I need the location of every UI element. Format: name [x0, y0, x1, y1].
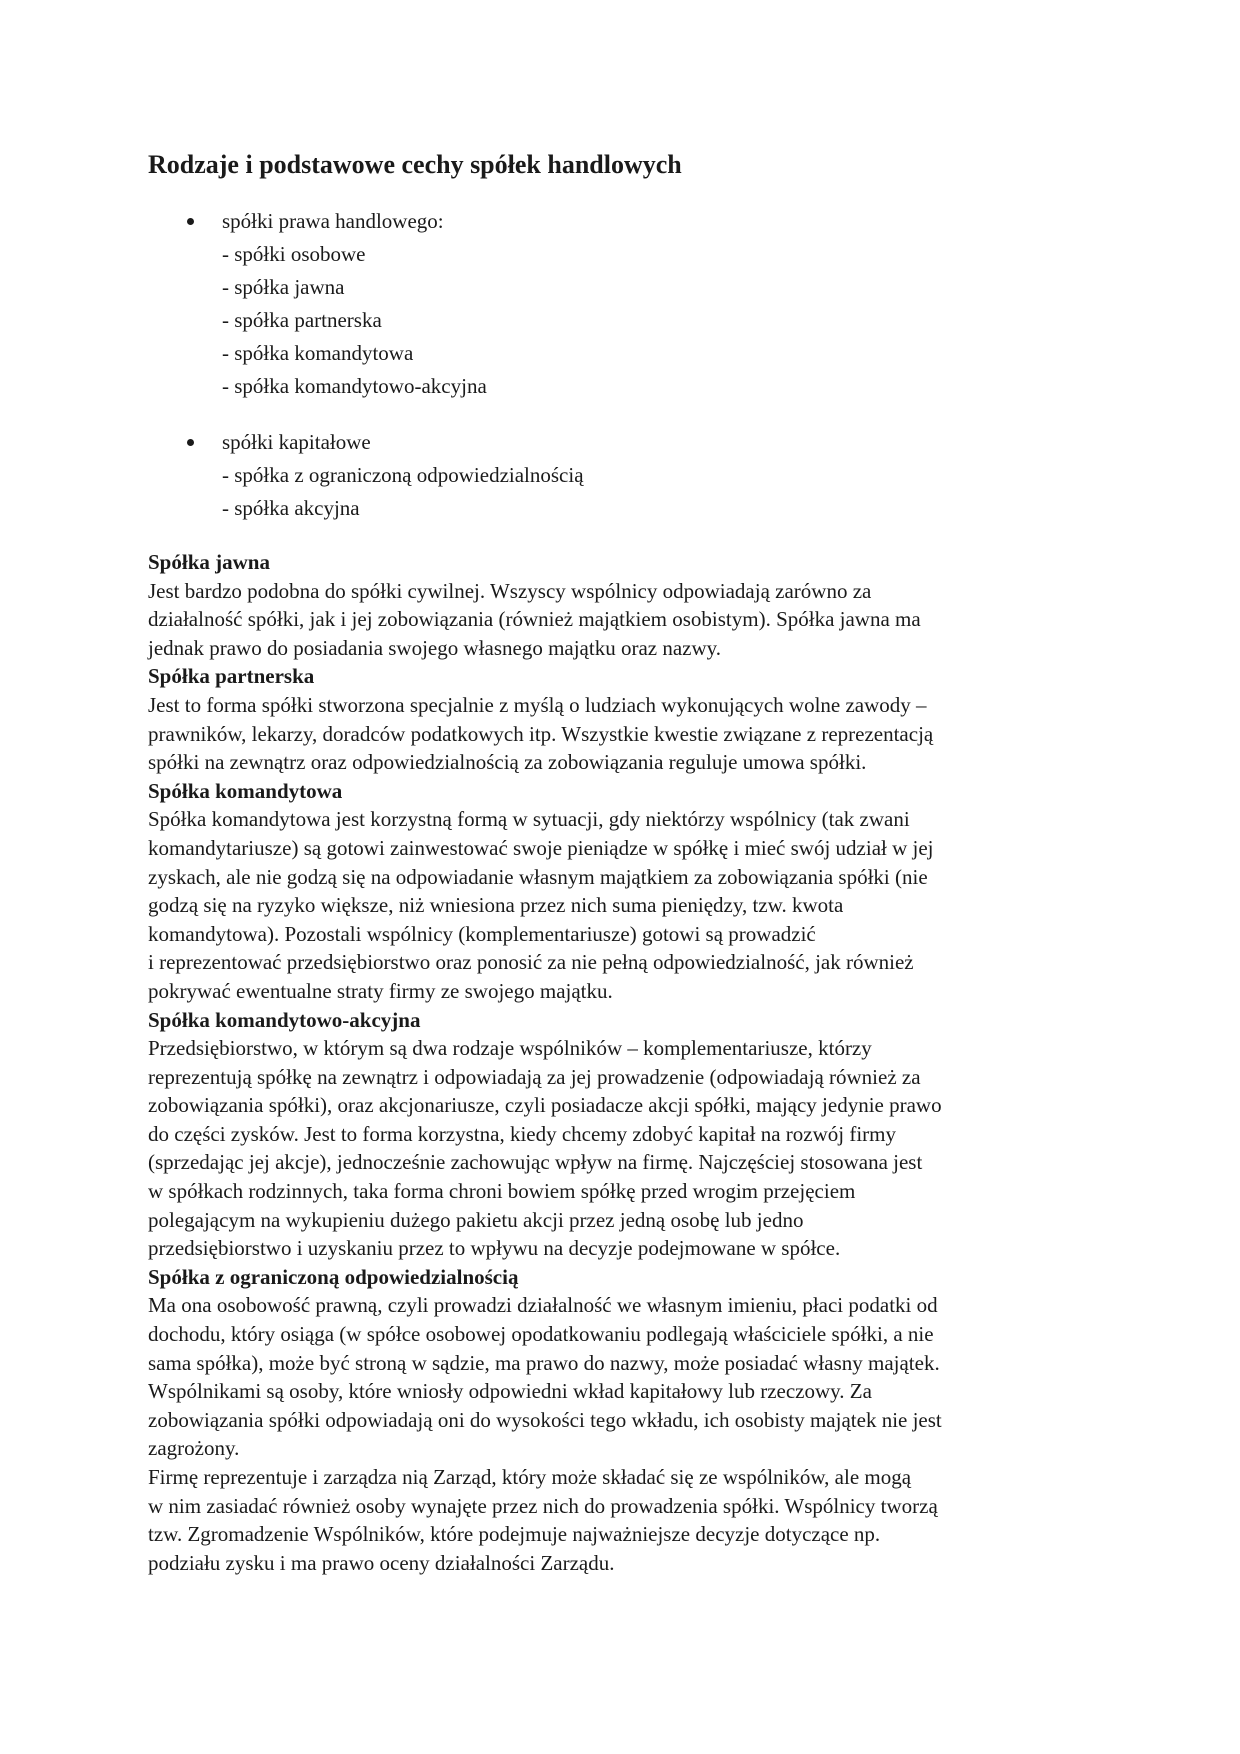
section-spolka-zoo: [148, 1263, 1093, 1578]
section-spolka-partnerska: [148, 662, 1093, 776]
section-paragraph: Jest bardzo podobna do spółki cywilnej. Wszyscy wspólnicy odpowiadają zarówno za działalność spółki, jak i jej zobowiązania (również majątkiem osobistym). Spółka jawna ma jednak prawo do posiadania swojego własnego majątku oraz nazwy.: [148, 578, 921, 660]
list-item: [148, 426, 1088, 525]
company-types-list-personal: [148, 205, 1088, 403]
list-item-label: spółki prawa handlowego:: [222, 209, 444, 233]
sub-item: - spółki osobowe: [222, 242, 366, 266]
section-spolka-komandytowo-akcyjna: [148, 1006, 1093, 1263]
sub-item: - spółka komandytowa: [222, 341, 414, 365]
section-heading: Spółka komandytowa: [148, 778, 343, 803]
section-heading: Spółka komandytowo-akcyjna: [148, 1007, 421, 1032]
section-paragraph: Przedsiębiorstwo, w którym są dwa rodzaje wspólników – komplementariusze, którzy reprezentują spółkę na zewnątrz i odpowiadają za jej prowadzenie (odpowiadają również za zobowiązania spółki), oraz akcjonariusze, czyli posiadacze akcji spółki, mający jedynie prawo do części zysków. Jest to forma korzystna, kiedy chcemy zdobyć kapitał na rozwój firmy (sprzedając jej akcje), jednocześnie zachowując wpływ na firmę. Najczęściej stosowana jest w spółkach rodzinnych, taka forma chroni bowiem spółkę przed wrogim przejęciem polegającym na wykupieniu dużego pakietu akcji przez jedną osobę lub jedno przedsiębiorstwo i uzyskaniu przez to wpływu na decyzje podejmowane w spółce.: [148, 1036, 942, 1261]
section-paragraph: Ma ona osobowość prawną, czyli prowadzi działalność we własnym imieniu, płaci podatki od dochodu, który osiąga (w spółce osobowej opodatkowaniu podlegają właściciele spółki, a nie sama spółka), może być stroną w sądzie, ma prawo do nazwy, może posiadać własny majątek. Wspólnikami są osoby, które wniosły odpowiedni wkład kapitałowy lub rzeczowy. Za zobowiązania spółki odpowiadają oni do wysokości tego wkładu, ich osobisty majątek nie jest zagrożony.: [148, 1293, 942, 1461]
sub-item: - spółka jawna: [222, 275, 345, 299]
section-paragraph: Firmę reprezentuje i zarządza nią Zarząd, który może składać się ze wspólników, ale mogą w nim zasiadać również osoby wynajęte przez nich do prowadzenia spółki. Wspólnicy tworzą tzw. Zgromadzenie Wspólników, które podejmuje najważniejsze decyzje dotyczące np. podziału zysku i ma prawo oceny działalności Zarządu.: [148, 1465, 938, 1575]
bullet-icon: [187, 218, 194, 225]
company-types-list-capital: [148, 426, 1088, 525]
sub-item: - spółka akcyjna: [222, 496, 360, 520]
section-heading: Spółka jawna: [148, 550, 270, 574]
sub-item: - spółka partnerska: [222, 308, 382, 332]
sub-item: - spółka z ograniczoną odpowiedzialnością: [222, 463, 584, 487]
document-body: [148, 548, 1093, 1577]
section-spolka-jawna: [148, 548, 1093, 662]
section-heading: Spółka z ograniczoną odpowiedzialnością: [148, 1264, 519, 1289]
section-paragraph: Jest to forma spółki stworzona specjalnie z myślą o ludziach wykonujących wolne zawody – prawników, lekarzy, doradców podatkowych itp. Wszystkie kwestie związane z reprezentacją spółki na zewnątrz oraz odpowiedzialnością za zobowiązania reguluje umowa spółki.: [148, 692, 934, 775]
bullet-icon: [187, 439, 194, 446]
section-paragraph: Spółka komandytowa jest korzystną formą w sytuacji, gdy niektórzy wspólnicy (tak zwani komandytariusze) są gotowi zainwestować swoje pieniądze w spółkę i mieć swój udział w jej zyskach, ale nie godzą się na odpowiadanie własnym majątkiem za zobowiązania spółki (nie godzą się na ryzyko większe, niż wniesiona przez nich suma pieniędzy, tzw. kwota komandytowa). Pozostali wspólnicy (komplementariusze) gotowi są prowadzić i reprezentować przedsiębiorstwo oraz ponosić za nie pełną odpowiedzialność, jak również pokrywać ewentualne straty firmy ze swojego majątku.: [148, 807, 934, 1003]
section-spolka-komandytowa: [148, 777, 1093, 1006]
sub-item: - spółka komandytowo-akcyjna: [222, 374, 487, 398]
list-item: [148, 205, 1088, 403]
list-item-label: spółki kapitałowe: [222, 430, 371, 454]
document-title: Rodzaje i podstawowe cechy spółek handlowych: [148, 150, 682, 179]
section-heading: Spółka partnerska: [148, 664, 315, 689]
